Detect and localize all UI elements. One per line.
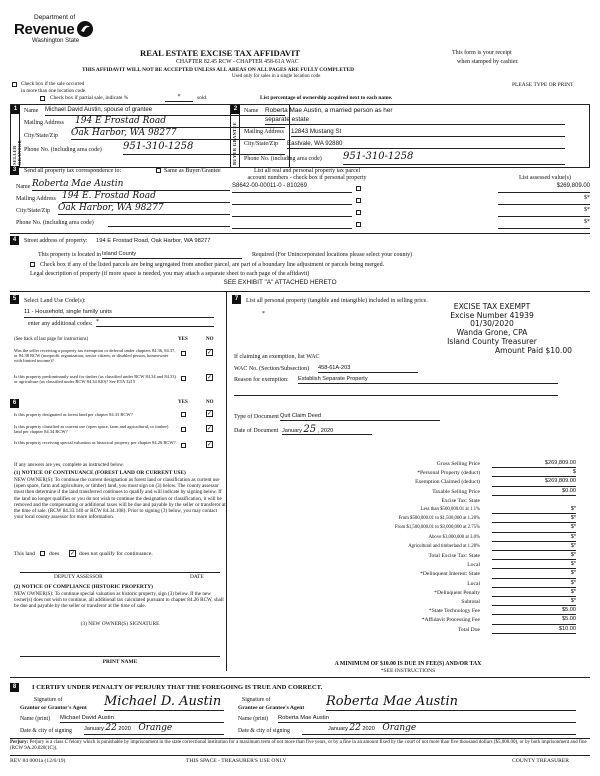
tax-calc-value[interactable]: $* <box>492 580 576 588</box>
tax-calc-label: Subtotal <box>461 599 480 605</box>
tax-calc-row <box>232 515 584 524</box>
wac-label: WAC No. (Section/Subsection) <box>234 366 310 372</box>
doc-date-month: January <box>282 428 302 434</box>
buyer-section <box>230 104 590 168</box>
stamp-line: Excise Number 41939 <box>450 310 534 320</box>
tax-address-label: Mailing Address <box>16 196 56 202</box>
seller-phone-field[interactable]: 951-310-1258 <box>123 141 285 155</box>
tax-calc-label: Above $3,000,000 at 3.0% <box>428 534 480 540</box>
exemption-claim-label: If claiming an exemption, list WAC <box>234 354 320 360</box>
certify-statement: I CERTIFY UNDER PENALTY OF PERJURY THAT THE FOREGOING IS TRUE AND CORRECT. <box>32 684 323 691</box>
grantor-signature[interactable]: Michael D. Austin <box>104 693 224 711</box>
tax-calc-value[interactable]: $* <box>492 524 576 532</box>
s6-question-historic: Is this property receiving special valuation as historical property per chapter 84.26 RCW? <box>14 440 176 445</box>
tax-city-field[interactable]: Oak Harbor, WA 98277 <box>58 203 230 215</box>
reason-label: Reason for exemption: <box>234 377 289 383</box>
form-title: REAL ESTATE EXCISE TAX AFFIDAVIT <box>140 48 301 58</box>
parcels-heading-2: account numbers - check box if personal property <box>247 175 367 181</box>
grantee-date-label: Date & city of signing <box>238 728 290 734</box>
revenue-swirl-icon <box>76 20 94 38</box>
tax-calc-row <box>232 478 584 487</box>
tax-calc-value[interactable]: $* <box>492 552 576 560</box>
segregated-label: Check box if any of the listed parcels are being segregated from another parcel, are part of a boundary line adjustment or parcels being merged. <box>40 262 385 268</box>
grantor-date-label: Date & city of signing <box>20 728 72 734</box>
tax-calc-table <box>232 460 584 636</box>
grantee-name-label: Name (print) <box>238 716 269 722</box>
partial-pct-field[interactable]: * <box>165 94 193 102</box>
tax-name-label: Name <box>16 184 31 190</box>
document-date-field[interactable] <box>282 424 372 435</box>
please-type: PLEASE TYPE OR PRINT <box>512 82 574 88</box>
buyer-address-label: Mailing Address <box>244 129 284 135</box>
tax-calc-label: Total Due <box>457 626 480 633</box>
tax-calc-value[interactable]: $* <box>492 506 576 514</box>
buyer-address-field[interactable]: 12843 Mustang St <box>291 128 565 137</box>
same-as-buyer-label: Same as Buyer/Grantee <box>164 168 221 174</box>
tax-calc-row <box>232 534 584 543</box>
grantee-signature-label-1: Signature of <box>242 697 271 703</box>
chapter-line: CHAPTER 82.45 RCW - CHAPTER 458-61A WAC <box>176 59 299 65</box>
grantee-signature-label-2: Grantee or Grantee's Agent <box>238 705 305 711</box>
reason-field[interactable]: Establish Separate Property <box>298 376 558 384</box>
tax-calc-value[interactable]: $ <box>492 469 576 477</box>
seller-address-label: Mailing Address <box>24 120 64 126</box>
tax-calc-row <box>232 506 584 515</box>
grantee-signature[interactable]: Roberta Mae Austin <box>326 693 576 711</box>
document-type-field[interactable]: Quit Claim Deed <box>280 413 440 421</box>
buyer-name-field[interactable]: Roberta Mae Austin, a married person as her <box>265 107 393 114</box>
tax-calc-label: Excise Tax: State <box>441 497 480 504</box>
same-as-buyer-checkbox[interactable] <box>156 168 161 173</box>
buyer-phone-field[interactable]: 951-310-1258 <box>343 151 565 165</box>
tax-calc-value[interactable]: $5.00 <box>492 616 576 624</box>
document-date-label: Date of Document <box>234 428 279 434</box>
grantor-date-city-field[interactable] <box>84 723 224 735</box>
section-7-number: 7 <box>232 295 241 304</box>
tax-calc-value[interactable]: $* <box>492 589 576 597</box>
tax-calc-row <box>232 469 584 478</box>
multi-location-label: Check box if the sale occurred <box>21 81 85 87</box>
s6-question-current-use: Is this property classified as current use (open space, farm and agricultural, or timber) land per chapter 84.34 RCW? <box>14 424 169 435</box>
tax-correspondence-section <box>10 166 232 232</box>
tax-city-label: City/State/Zip <box>16 208 50 214</box>
s6-q3-yes-checkbox[interactable] <box>181 443 186 448</box>
tax-calc-row <box>232 552 584 561</box>
treasurer-stamp <box>412 303 572 355</box>
additional-codes-field[interactable]: * <box>96 319 214 327</box>
notice-continuance-title: (1) NOTICE OF CONTINUANCE (FOREST LAND OR CURRENT USE) <box>14 470 186 476</box>
s5-q2-no-checkbox[interactable]: ✓ <box>207 375 213 381</box>
parcel-row <box>232 219 590 230</box>
receipt-note-2: when stamped by cashier. <box>457 59 519 65</box>
sold-label: sold. <box>197 95 208 101</box>
s5-q1-no-checkbox[interactable]: ✓ <box>207 350 213 356</box>
multi-location-label-2: in more than one location code. <box>21 88 87 94</box>
parcel-row <box>232 207 590 218</box>
additional-codes-label: enter any additional codes: <box>28 321 93 327</box>
date-label: DATE <box>190 574 204 580</box>
tax-name-field[interactable]: Roberta Mae Austin <box>32 179 230 191</box>
tax-calc-label: Gross Selling Price <box>436 461 480 467</box>
receipt-note-1: This form is your receipt <box>452 50 512 56</box>
treasurer-use-label: THIS SPACE - TREASURER'S USE ONLY <box>186 758 287 764</box>
perjury-label: Perjury: <box>10 740 29 745</box>
tax-calc-row <box>232 589 584 598</box>
form-revision: REV 84 0001a (12/6/19) <box>10 758 66 764</box>
tax-calc-row <box>232 561 584 570</box>
grantor-date-year: 2020 <box>118 726 131 732</box>
tax-calc-label: Taxable Selling Price <box>432 488 480 495</box>
notice-continuance-text: NEW OWNER(S): To continue the current designation as forest land or classification as current use (open space, farm and agriculture, or timber) land, you must sign on (3) below. The county assessor must then determine if the land transferred continues to qualify and will indicate by signing below. If the land no longer qualifies or you do not wish to continue the designation or classification, it will be removed and the compensating or additional taxes will be due and payable by the seller or transferor at the time of sale. (RCW 84.33.140 or RCW 84.34.108). Prior to signing (3) below, you may contact your local county assessor for more information. <box>14 477 226 521</box>
section-4-number: 4 <box>10 236 19 245</box>
tax-calc-value[interactable]: $10.00 <box>492 626 576 634</box>
tax-calc-label: Less than $500,000.01 at 1.1% <box>420 507 480 512</box>
state-text: Washington State <box>32 38 80 44</box>
parcel-value-field[interactable]: $* <box>498 195 590 205</box>
tax-phone-field[interactable] <box>108 218 230 227</box>
s5-yes-header: YES <box>178 337 188 342</box>
personal-property-value[interactable]: * <box>262 311 265 317</box>
tax-calc-row <box>232 598 584 607</box>
grantee-date-day: 22 <box>349 723 361 733</box>
tax-calc-value[interactable]: $* <box>492 543 576 551</box>
revenue-wordmark: Revenue <box>14 21 75 38</box>
grantor-date-day: 22 <box>105 723 117 733</box>
does-not-qualify-checkbox[interactable]: ✓ <box>70 551 76 557</box>
does-qualify-checkbox[interactable] <box>40 551 45 556</box>
see-instructions-note: *SEE INSTRUCTIONS <box>380 668 436 674</box>
tax-calc-label: Local <box>467 562 480 569</box>
s6-q3-no-checkbox[interactable]: ✓ <box>207 442 213 448</box>
tax-calc-row <box>232 460 584 469</box>
tax-calc-value[interactable] <box>492 497 576 505</box>
s6-no-header: NO <box>206 400 214 405</box>
buyer-phone-label: Phone No. (including area code) <box>244 156 322 162</box>
section-3-number: 3 <box>10 166 19 175</box>
tax-calc-value[interactable]: $269,809.00 <box>492 460 576 468</box>
tax-calc-value[interactable]: $0.00 <box>492 488 576 496</box>
single-use-line: Used only for sales in a single location code <box>232 74 321 79</box>
tax-calc-label: *State Technology Fee <box>428 608 480 615</box>
does-label: does <box>49 551 60 557</box>
tax-calc-value[interactable]: $* <box>492 598 576 606</box>
grantor-name-field[interactable]: Michael David Austin <box>60 715 224 723</box>
grantee-date-month: January <box>328 726 348 732</box>
assessed-values-heading: List assessed value(s) <box>519 175 571 181</box>
personal-property-checkbox[interactable] <box>356 198 361 203</box>
tax-correspondence-label: Send all property tax correspondence to: <box>24 168 122 174</box>
personal-property-checkbox[interactable] <box>356 210 361 215</box>
street-address-value[interactable]: 194 E Frostad Road, Oak Harbor, WA 98277 <box>96 238 211 244</box>
tax-calc-value[interactable]: $* <box>492 570 576 578</box>
s6-q2-no-checkbox[interactable]: ✓ <box>207 426 213 432</box>
tax-calc-row <box>232 488 584 497</box>
tax-calc-row <box>232 570 584 579</box>
tax-calc-value[interactable]: $269,809.00 <box>492 478 576 486</box>
doc-date-day: 25 <box>303 424 317 435</box>
land-use-code-field[interactable]: 11 - Household, single family units <box>24 309 214 318</box>
agency-logo <box>8 14 98 60</box>
notice-historic-text: NEW OWNER(S): To continue special valuation as historic property, sign (3) below. If the new owner(s) does not wish to continue, all additional tax calculated pursuant to chapter 84.26 RCW, shall be due and payable by the seller or transferor at the time of sale. <box>14 591 224 610</box>
tax-calc-value[interactable]: $* <box>492 515 576 523</box>
does-not-label: does not qualify for continuance. <box>79 551 153 557</box>
parcel-account-field[interactable] <box>232 219 352 229</box>
section-2-number: 2 <box>231 105 240 114</box>
seller-phone-label: Phone No. (including area code) <box>24 147 102 153</box>
tax-calc-label: Exemption Claimed (deduct) <box>415 479 480 486</box>
section-6-number: 6 <box>10 399 19 408</box>
legal-description-label: Legal description of property (if more space is needed, you may attach a separate sheet to each page of the affidavit) <box>30 271 310 277</box>
tax-calc-row <box>232 616 584 625</box>
parcel-value-field[interactable]: $269,809.00 <box>498 183 590 193</box>
s5-q2-yes-checkbox[interactable] <box>181 376 186 381</box>
buyer-grantee-label: BUYER GRANTEE <box>232 121 237 165</box>
s6-q2-yes-checkbox[interactable] <box>181 427 186 432</box>
minimum-due-note: A MINIMUM OF $10.00 IS DUE IN FEE(S) AND/OR TAX <box>334 661 482 667</box>
tax-calc-label: Agricultural and timberland at 1.28% <box>408 543 480 549</box>
section-5-number: 5 <box>10 295 19 304</box>
section-1-number: 1 <box>11 105 20 114</box>
tax-calc-label: Total Excise Tax: State <box>428 553 480 559</box>
tax-calc-label: Local <box>467 580 480 587</box>
tax-calc-value[interactable]: $5.00 <box>492 607 576 615</box>
seller-city-label: City/State/Zip <box>24 133 58 139</box>
s6-q1-no-checkbox[interactable]: ✓ <box>207 411 213 417</box>
located-in-label: This property is located in <box>38 252 101 258</box>
s5-question-timber: Is this property predominantly used for timber (as classified under RCW 84.34 and 84.33) or agriculture (as classified under RCW 84.34.020)? See ETA 3215 <box>14 374 177 385</box>
tax-phone-label: Phone No. (including area code) <box>16 220 94 226</box>
seller-name-label: Name <box>24 108 39 114</box>
parcel-row <box>232 183 590 194</box>
see-back-note: (See back of last page for instructions) <box>14 337 89 342</box>
county-value[interactable]: Island County <box>102 251 242 259</box>
tax-calc-row <box>232 497 584 506</box>
stamp-line: 01/30/2020 <box>470 319 514 329</box>
parcel-value-field[interactable]: $* <box>498 207 590 217</box>
parcel-value-field[interactable]: $* <box>498 219 590 229</box>
deputy-assessor-label: DEPUTY ASSESSOR <box>54 574 103 580</box>
print-name-label: PRINT NAME <box>102 659 138 665</box>
s6-q1-yes-checkbox[interactable] <box>181 412 186 417</box>
parcel-account-field[interactable]: S8642-00-00011-0 - 810269 <box>232 183 352 193</box>
personal-property-checkbox[interactable] <box>356 186 361 191</box>
parcels-section <box>232 166 592 232</box>
s6-question-forest: Is this property designated as forest land per chapter 84.33 RCW? <box>14 412 133 417</box>
stamp-line: Wanda Grone, CPA <box>456 328 528 338</box>
perjury-text: Perjury is a class C felony which is punishable by imprisonment in the state correctional institution for a maximum term of not more than five years, or by a fine in an amount fixed by the court of not more than five thousand dollars ($5,000.00), or by both imprisonment and fine (RCW 9A.20.020(1C)). <box>10 740 587 752</box>
s5-no-header: NO <box>206 337 214 342</box>
seller-name-field[interactable]: Michael David Austin, spouse of grantee <box>45 107 285 116</box>
section-8-number: 8 <box>10 683 19 692</box>
buyer-city-field[interactable]: Eastvale, WA 92880 <box>287 140 565 149</box>
ownership-note: List percentage of ownership acquired next to each name. <box>260 95 393 101</box>
tax-calc-row <box>232 626 584 635</box>
buyer-name-label: Name <box>244 108 259 114</box>
tax-calc-label: *Personal Property (deduct) <box>417 470 480 477</box>
land-qualifies-label: This land <box>14 551 35 557</box>
if-yes-note: If any answers are yes, complete as instructed below. <box>14 462 125 468</box>
wac-field[interactable]: 458-61A-203 <box>318 365 418 373</box>
seller-address-field[interactable]: 194 E Frostad Road <box>75 116 285 128</box>
street-address-label: Street address of property: <box>24 238 88 244</box>
exhibit-reference[interactable]: SEE EXHIBIT "A" ATTACHED HERETO <box>223 279 337 286</box>
tax-calc-row <box>232 580 584 589</box>
tax-calc-row <box>232 524 584 533</box>
stamp-line: EXCISE TAX EXEMPT <box>453 302 531 311</box>
grantor-signature-label-2: Grantor or Grantor's Agent <box>20 705 87 711</box>
reason-field-line-2[interactable] <box>234 388 558 396</box>
new-owner-signature-label: (3) NEW OWNER(S) SIGNATURE <box>80 621 160 627</box>
partial-sale-checkbox[interactable] <box>40 96 45 101</box>
s6-yes-header: YES <box>178 400 188 405</box>
stamp-line: Amount Paid $10.00 <box>494 345 572 355</box>
parcel-account-field[interactable] <box>232 207 352 217</box>
tax-calc-label: From $1,500,000.01 to $3,000,000 at 2.75% <box>394 525 480 531</box>
grantor-name-label: Name (print) <box>20 716 51 722</box>
land-use-label: Select Land Use Code(s): <box>24 298 86 304</box>
county-required-note: Required (For Unincorporated locations please select your county) <box>252 252 413 258</box>
parcel-account-field[interactable] <box>232 195 352 205</box>
notice-historic-title: (2) NOTICE OF COMPLIANCE (HISTORIC PROPERTY) <box>14 584 153 590</box>
tax-address-field[interactable]: 194 E. Frostad Road <box>62 191 230 203</box>
tax-calc-label: *Delinquent Penalty <box>434 589 480 596</box>
tax-calc-label: *Affidavit Processing Fee <box>421 617 480 624</box>
tax-calc-row <box>232 543 584 552</box>
tax-calc-value[interactable]: $* <box>492 534 576 542</box>
grantor-date-month: January <box>84 726 104 732</box>
grantor-city: Orange <box>138 723 173 733</box>
seller-grantor-label: SELLER GRANTOR <box>12 139 22 165</box>
multi-location-checkbox[interactable] <box>12 82 17 87</box>
parcels-heading-1: List all real and personal property tax parcel <box>253 168 361 174</box>
s5-question-exemption: Was the seller receiving a property tax exemption or deferral under chapters 84.36, 84.37, or 84.38 RCW (nonprofit organization, senior citizen, or disabled person, homeowner with limited income)? <box>14 348 176 364</box>
tax-calc-row <box>232 607 584 616</box>
grantee-date-year: 2020 <box>362 726 375 732</box>
document-type-label: Type of Document <box>234 414 279 420</box>
warning-line: THIS AFFIDAVIT WILL NOT BE ACCEPTED UNLESS ALL AREAS ON ALL PAGES ARE FULLY COMPLETED <box>82 67 355 73</box>
perjury-note <box>10 740 590 753</box>
grantee-name-field[interactable]: Roberta Mae Austin <box>278 715 576 723</box>
grantee-city: Orange <box>382 723 417 733</box>
tax-calc-label: From $500,000.01 to $1,500,000 at 1.28% <box>398 516 480 522</box>
personal-property-label: List all personal property (tangible and intangible) included in selling price. <box>246 298 428 304</box>
parcel-row <box>232 195 590 206</box>
buyer-city-label: City/State/Zip <box>244 141 278 147</box>
county-treasurer-label: COUNTY TREASURER <box>512 758 570 764</box>
grantee-date-city-field[interactable] <box>302 723 576 735</box>
dept-of-text: Department of <box>34 14 76 21</box>
tax-calc-value[interactable]: $* <box>492 561 576 569</box>
personal-property-checkbox[interactable] <box>356 222 361 227</box>
seller-city-field[interactable]: Oak Harbor, WA 98277 <box>71 128 285 140</box>
partial-sale-label: Check box if partial sale, indicate % <box>50 95 129 101</box>
s5-q1-yes-checkbox[interactable] <box>181 351 186 356</box>
stamp-line: Island County Treasurer <box>447 336 537 346</box>
buyer-name-field-2[interactable]: separate estate <box>265 116 565 125</box>
segregated-checkbox[interactable] <box>30 262 35 267</box>
grantor-signature-label-1: Signature of <box>34 697 63 703</box>
tax-calc-label: *Delinquent Interest: State <box>420 571 480 578</box>
doc-date-year: , 2020 <box>317 428 334 434</box>
